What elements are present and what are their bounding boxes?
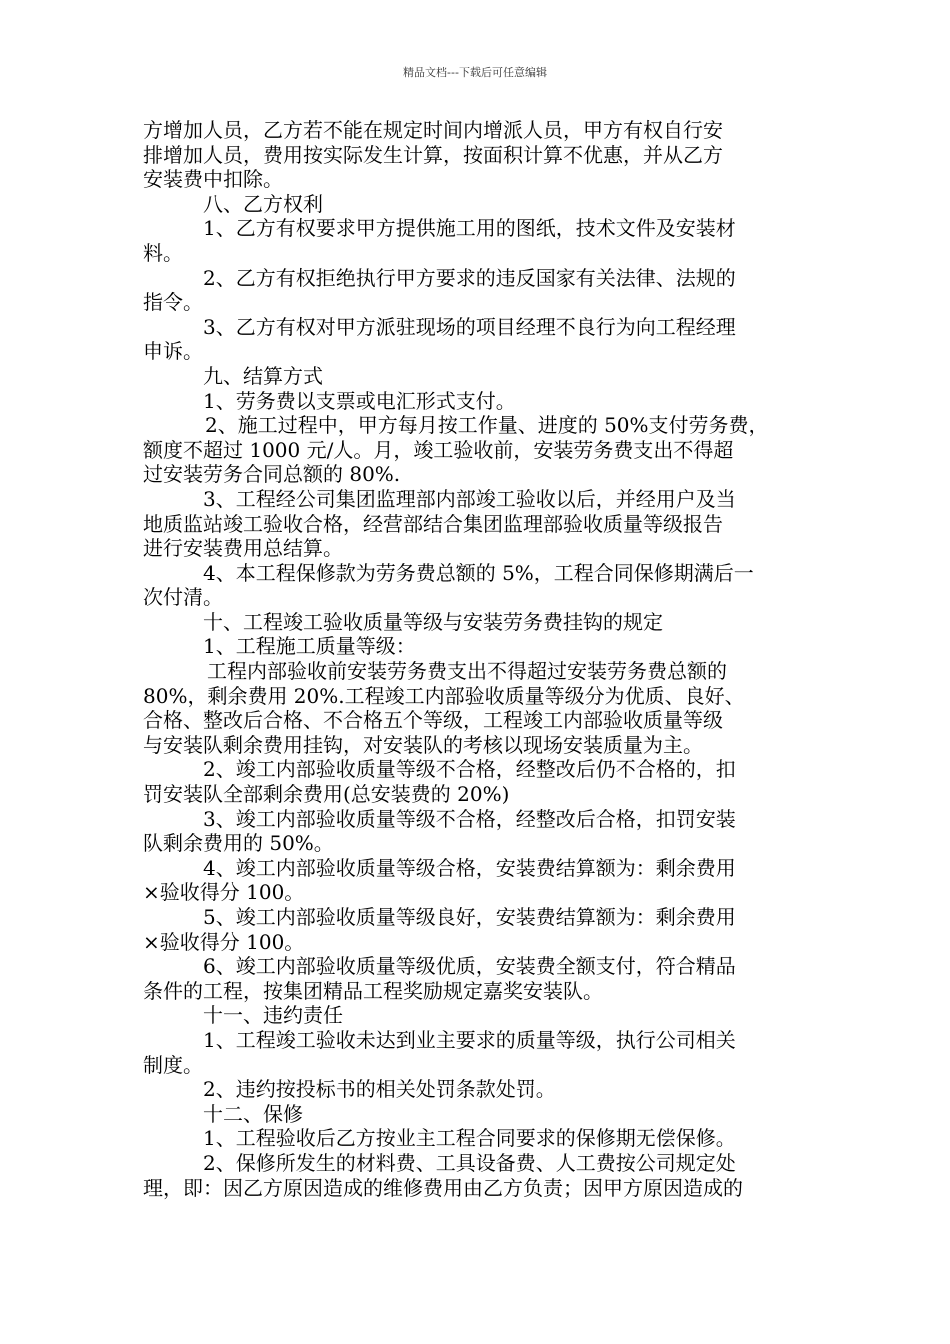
text-line: 6、竣工内部验收质量等级优质，安装费全额支付，符合精品 [203, 954, 736, 979]
text-line: 1、工程施工质量等级： [203, 634, 416, 659]
text-line: 方增加人员，乙方若不能在规定时间内增派人员，甲方有权自行安 [143, 118, 723, 142]
text-line: 次付清。 [143, 585, 223, 610]
document-body [143, 118, 813, 1200]
text-line: 罚安装队全部剩余费用(总安装费的 20%) [143, 782, 510, 807]
section-heading: 八、乙方权利 [203, 191, 323, 216]
section-heading: 十、工程竣工验收质量等级与安装劳务费挂钩的规定 [203, 609, 663, 634]
text-line: 1、乙方有权要求甲方提供施工用的图纸，技术文件及安装材 [203, 216, 736, 241]
text-line: 2、施工过程中，甲方每月按工作量、进度的 50%支付劳务费， [205, 413, 769, 438]
text-line: 1、工程竣工验收未达到业主要求的质量等级，执行公司相关 [203, 1027, 736, 1052]
text-line: 1、工程验收后乙方按业主工程合同要求的保修期无偿保修。 [203, 1126, 736, 1151]
text-line: 过安装劳务合同总额的 80%. [143, 462, 401, 487]
text-line: 5、竣工内部验收质量等级良好，安装费结算额为：剩余费用 [203, 905, 736, 929]
text-line: 理，即：因乙方原因造成的维修费用由乙方负责；因甲方原因造成的 [143, 1175, 743, 1200]
text-line: 3、乙方有权对甲方派驻现场的项目经理不良行为向工程经理 [203, 314, 736, 339]
text-line: 安装费中扣除。 [143, 167, 283, 192]
text-line: 额度不超过 1000 元/人。月，竣工验收前，安装劳务费支出不得超 [143, 437, 734, 462]
section-heading: 十二、保修 [203, 1101, 303, 1126]
text-line: 条件的工程，按集团精品工程奖励规定嘉奖安装队。 [143, 978, 603, 1003]
text-line: 制度。 [143, 1052, 203, 1077]
text-line: ×验收得分 100。 [143, 880, 305, 905]
text-line: 料。 [143, 240, 183, 265]
section-heading: 十一、违约责任 [203, 1003, 343, 1028]
text-line: 合格、整改后合格、不合格五个等级，工程竣工内部验收质量等级 [143, 708, 723, 733]
text-line: 2、保修所发生的材料费、工具设备费、人工费按公司规定处 [203, 1150, 736, 1175]
text-line: 指令。 [143, 290, 203, 315]
text-line: 排增加人员，费用按实际发生计算，按面积计算不优惠，并从乙方 [143, 142, 723, 167]
text-line: 4、竣工内部验收质量等级合格，安装费结算额为：剩余费用 [203, 855, 736, 880]
page-header: 精品文档---下载后可任意编辑 [403, 66, 547, 79]
text-line: 2、违约按投标书的相关处罚条款处罚。 [203, 1077, 556, 1102]
text-line: 2、乙方有权拒绝执行甲方要求的违反国家有关法律、法规的 [203, 265, 736, 290]
text-line: 80%，剩余费用 20%.工程竣工内部验收质量等级分为优质、良好、 [143, 683, 745, 708]
text-line: ×验收得分 100。 [143, 929, 305, 954]
text-line: 工程内部验收前安装劳务费支出不得超过安装劳务费总额的 [207, 659, 727, 684]
text-line: 进行安装费用总结算。 [143, 536, 343, 561]
text-line: 3、竣工内部验收质量等级不合格，经整改后合格，扣罚安装 [203, 806, 736, 831]
text-line: 2、竣工内部验收质量等级不合格，经整改后仍不合格的，扣 [203, 757, 736, 782]
text-line: 申诉。 [143, 339, 203, 364]
text-line: 4、本工程保修款为劳务费总额的 5%，工程合同保修期满后一 [203, 560, 754, 585]
text-line: 3、工程经公司集团监理部内部竣工验收以后，并经用户及当 [203, 486, 736, 511]
text-line: 1、劳务费以支票或电汇形式支付。 [203, 388, 516, 413]
text-line: 地质监站竣工验收合格，经营部结合集团监理部验收质量等级报告 [143, 511, 723, 536]
section-heading: 九、结算方式 [203, 363, 323, 388]
text-line: 与安装队剩余费用挂钩，对安装队的考核以现场安装质量为主。 [143, 732, 703, 757]
text-line: 队剩余费用的 50%。 [143, 831, 334, 856]
